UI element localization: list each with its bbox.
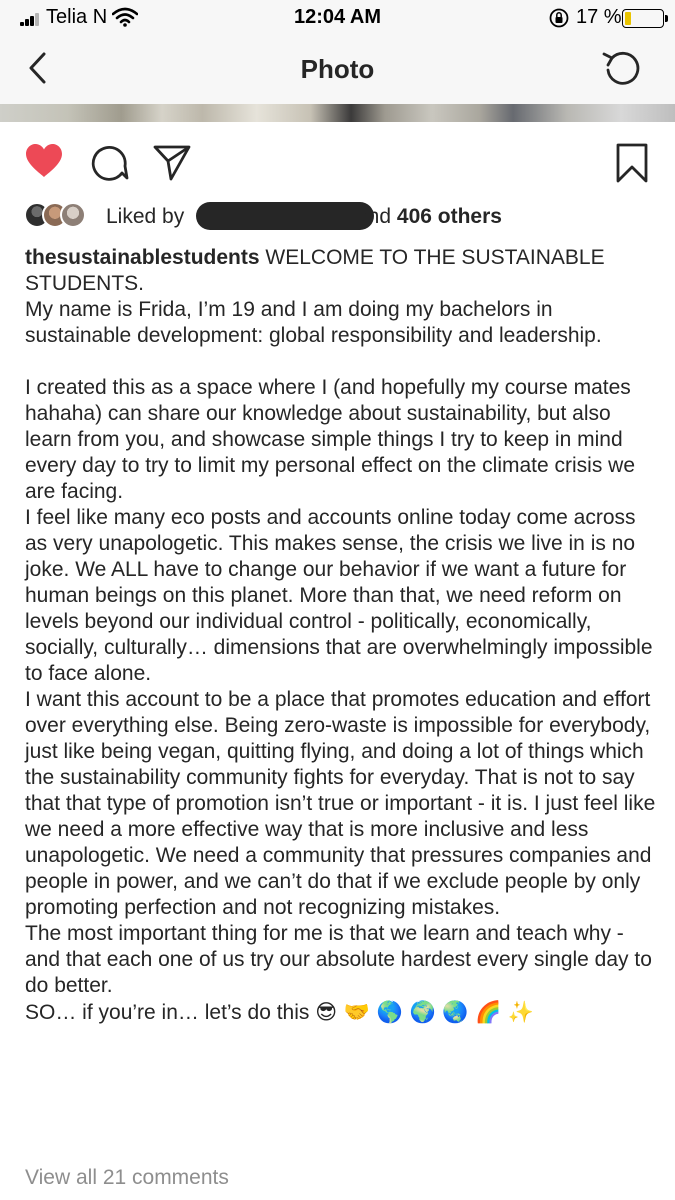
caption-paragraph: I feel like many eco posts and accounts online today come across as very unapologetic. This makes sense, the crisis we live in is no joke. We ALL have to change our behavior if we want a future for human beings on this planet. More than that, we need reform on levels beyond our individual control - politically, economically, socially, culturally… dimensions that are overwhelmingly impossible to face alone. bbox=[25, 506, 653, 685]
post-caption bbox=[25, 245, 657, 1026]
comment-bubble-icon[interactable] bbox=[89, 142, 129, 182]
likes-count[interactable]: and 406 others bbox=[356, 205, 502, 228]
battery-fill bbox=[625, 12, 631, 25]
action-bar bbox=[0, 140, 675, 186]
paper-plane-icon[interactable] bbox=[152, 142, 192, 182]
orientation-lock-icon bbox=[548, 7, 570, 29]
caption-paragraph: My name is Frida, I’m 19 and I am doing my bachelors in sustainable development: global responsibility and leadership. bbox=[25, 298, 602, 347]
avatar[interactable] bbox=[60, 202, 86, 228]
page-title: Photo bbox=[300, 54, 375, 84]
caption-closing: SO… if you’re in… let’s do this bbox=[25, 1001, 310, 1024]
caption-emojis: 😎 🤝 🌎 🌍 🌏 🌈 ✨ bbox=[315, 1000, 535, 1024]
caption-username[interactable]: thesustainablestudents bbox=[25, 246, 260, 269]
caption-paragraph: I want this account to be a place that promotes education and effort over everything else. Being zero-waste is impossible for everybody, just like being vegan, quitting flying, and doing a lot of things which the sustainability community fights for everyday. That is not to say that that type of promotion isn’t true or important - it is. I just feel like we need a more effective way that is more inclusive and less unapologetic. We need a community that pressures companies and people in power, and we can’t do that if we exclude people by only promoting perfection and not recognizing mistakes. bbox=[25, 688, 656, 919]
likes-row bbox=[24, 200, 664, 232]
clock: 12:04 AM bbox=[293, 6, 382, 28]
caption-paragraph: I created this as a space where I (and hopefully my course mates hahaha) can share our knowledge about sustainability, but also learn from you, and showcase simple things I try to keep in mind every day to try to limit my personal effect on the climate crisis we are facing. bbox=[25, 376, 636, 503]
nav-bar bbox=[0, 36, 675, 104]
post-photo[interactable] bbox=[0, 104, 675, 122]
bookmark-icon[interactable] bbox=[612, 142, 652, 184]
liked-by-label: Liked by bbox=[106, 205, 185, 228]
heart-icon[interactable] bbox=[23, 140, 65, 182]
status-bar bbox=[0, 0, 675, 36]
caption-paragraph: The most important thing for me is that we learn and teach why - and that each one of us try our absolute hardest every single day to do better. bbox=[25, 922, 652, 997]
refresh-button[interactable] bbox=[600, 46, 644, 90]
carrier-name: Telia N bbox=[46, 6, 108, 28]
caption-title: WELCOME TO THE SUSTAINABLE STUDENTS. bbox=[25, 246, 605, 295]
battery-percentage: 17 % bbox=[576, 6, 622, 28]
view-all-comments-link[interactable]: View all 21 comments bbox=[25, 1166, 229, 1189]
redacted-username[interactable] bbox=[196, 202, 374, 230]
battery-icon bbox=[622, 9, 664, 28]
